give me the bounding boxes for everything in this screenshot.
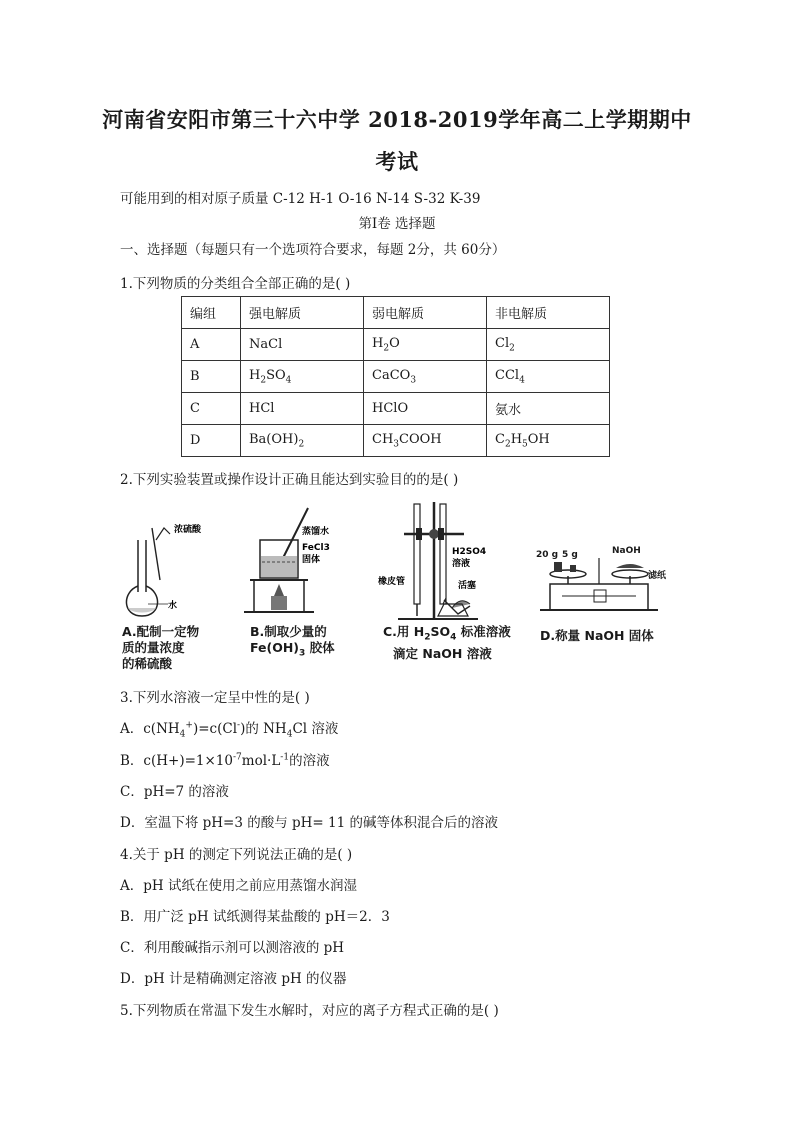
formula: CaCO$_3$ [372,367,417,386]
label-5g: 5 g [562,550,578,560]
label-solution: 溶液 [452,559,471,569]
label-fecl3: FeCl3 [302,543,330,553]
table-cell-non [487,425,610,457]
table-cell-group: C [182,393,241,425]
table-row [182,329,610,361]
q1-stem: 1.下列物质的分类组合全部正确的是( ) [120,276,351,292]
label-distilled-water: 蒸馏水 [302,527,330,537]
label-conc-sulfuric: 浓硫酸 [174,525,202,535]
table-header-cell: 弱电解质 [364,297,487,329]
exponent: -1 [280,752,290,763]
label-filter-paper: 滤纸 [648,571,667,581]
table-cell-weak: HClO [364,393,487,425]
apparatus-b-beaker-heating [238,500,348,622]
caption-c-line2: 滴定 NaOH 溶液 [393,645,492,661]
table-cell-strong: NaCl [241,329,364,361]
table-cell-weak [364,425,487,457]
formula: $H_2SO_4$ [249,367,292,386]
table-cell-group: A [182,329,241,361]
q4-option-c: C．利用酸碱指示剂可以测溶液的 pH [120,940,345,956]
apparatus-c-titration [378,498,502,622]
label-naoh: NaOH [612,546,641,556]
exam-title-line2: 考试 [375,149,419,174]
table-row [182,393,610,425]
part1-header: 一、选择题（每题只有一个选项符合要求，每题 2分，共 60分） [120,242,506,258]
table-cell-strong: HCl [241,393,364,425]
label-water: 水 [168,601,178,611]
formula: $Ba(OH)_2$ [249,431,305,450]
text: 的溶液 [289,753,330,769]
label-rubber-tube: 橡皮管 [378,577,406,587]
table-header-cell: 非电解质 [487,297,610,329]
caption-b-line2: $Fe(OH)_3$ 胶体 [250,640,335,659]
formula: $C_2H_5OH$ [495,431,550,450]
q3-stem: 3.下列水溶液一定呈中性的是( ) [120,690,310,706]
caption-b-line1: B.制取少量的 [250,624,327,639]
atomic-masses: 可能用到的相对原子质量 C-12 H-1 O-16 N-14 S-32 K-39 [120,191,481,207]
table-cell-strong [241,425,364,457]
table-cell-strong [241,361,364,393]
caption-b [250,624,335,662]
q1-classification-table [181,296,610,457]
table-header-cell: 强电解质 [241,297,364,329]
caption-d-line1: D.称量 NaOH 固体 [540,628,654,643]
table-cell-non [487,361,610,393]
caption-a [122,624,199,672]
caption-c [383,624,511,662]
table-cell-group: B [182,361,241,393]
q4-stem: 4.关于 pH 的测定下列说法正确的是( ) [120,847,353,863]
caption-a-line3: 的稀硫酸 [122,656,173,671]
q4-option-a: A．pH 试纸在使用之前应用蒸馏水润湿 [120,878,357,894]
table-cell-weak [364,361,487,393]
q3-option-c: C．pH=7 的溶液 [120,784,229,800]
table-row [182,425,610,457]
table-cell-group: D [182,425,241,457]
text: )的 NH [240,721,287,737]
label-stopcock: 活塞 [458,581,477,591]
text: )=c(Cl [192,721,238,737]
formula: CCl$_4$ [495,367,525,386]
table-cell-non [487,329,610,361]
label-20g: 20 g [536,550,559,560]
section-heading: 第Ⅰ卷 选择题 [358,216,436,232]
text: A．c(NH [120,721,180,737]
table-cell-weak [364,329,487,361]
q4-option-b: B．用广泛 pH 试纸测得某盐酸的 pH＝2．3 [120,909,390,925]
formula: $CH_3COOH$ [372,431,442,450]
caption-a-line1: A.配制一定物 [122,624,200,639]
caption-d [540,628,654,644]
text: Cl 溶液 [292,721,339,737]
q3-option-b [120,749,330,769]
label-h2so4: H2SO4 [452,547,487,557]
q2-stem: 2.下列实验装置或操作设计正确且能达到实验目的的是( ) [120,472,459,488]
formula: $Cl_2$ [495,335,515,354]
q3-option-a: A．$c(NH_4^+)=c(Cl^-)$的 $NH_4Cl$ 溶液 [120,720,339,740]
label-solid: 固体 [302,555,321,565]
text: mol·L [241,753,281,769]
text: B．c(H+)=1×10 [120,753,233,769]
caption-a-line2: 质的量浓度 [122,640,185,655]
apparatus-a-volumetric-flask [118,500,210,620]
q4-option-d: D．pH 计是精确测定溶液 pH 的仪器 [120,971,347,987]
formula: $H_2O$ [372,335,400,354]
q3-option-d: D．室温下将 pH=3 的酸与 pH= 11 的碱等体积混合后的溶液 [120,815,498,831]
exponent: -7 [233,752,242,763]
table-row [182,361,610,393]
exam-title-line1: 河南省安阳市第三十六中学 2018-2019学年高二上学期期中 [102,107,692,132]
caption-c-line1: C.用 $H_2SO_4$ 标准溶液 [383,624,511,643]
table-cell-non: 氨水 [487,393,610,425]
table-header-row [182,297,610,329]
q5-stem: 5.下列物质在常温下发生水解时，对应的离子方程式正确的是( ) [120,1003,499,1019]
table-header-cell: 编组 [182,297,241,329]
